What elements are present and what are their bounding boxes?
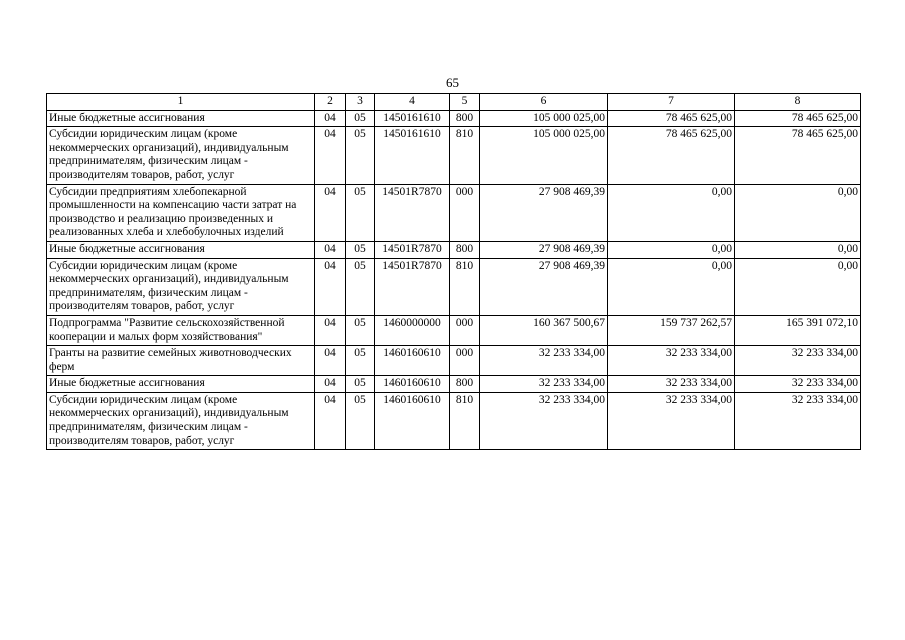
expense-type-code: 000 [450,184,480,241]
section-code: 04 [315,392,346,449]
table-row [47,376,861,393]
section-code: 04 [315,315,346,345]
subsection-code: 05 [346,127,375,184]
table-row [47,258,861,315]
target-article-code: 1460160610 [375,392,450,449]
amount-col7: 0,00 [608,184,735,241]
table-row [47,315,861,345]
amount-col7: 32 233 334,00 [608,346,735,376]
target-article-code: 1460160610 [375,376,450,393]
subsection-code: 05 [346,258,375,315]
amount-col8: 0,00 [735,184,861,241]
section-code: 04 [315,110,346,127]
row-name: Подпрограмма "Развитие сельскохозяйственной кооперации и малых форм хозяйствования" [47,315,315,345]
table-row [47,110,861,127]
expense-type-code: 800 [450,241,480,258]
amount-col6: 105 000 025,00 [480,110,608,127]
amount-col8: 78 465 625,00 [735,127,861,184]
expense-type-code: 800 [450,376,480,393]
expense-type-code: 810 [450,127,480,184]
amount-col7: 0,00 [608,258,735,315]
amount-col7: 0,00 [608,241,735,258]
amount-col6: 32 233 334,00 [480,392,608,449]
subsection-code: 05 [346,110,375,127]
amount-col6: 27 908 469,39 [480,258,608,315]
section-code: 04 [315,241,346,258]
amount-col7: 32 233 334,00 [608,376,735,393]
section-code: 04 [315,346,346,376]
target-article-code: 14501R7870 [375,258,450,315]
table-row [47,184,861,241]
row-name: Субсидии предприятиям хлебопекарной промышленности на компенсацию части затрат на производство и реализацию произведенных и реализованных хлеба и хлебобулочных изделий [47,184,315,241]
amount-col7: 159 737 262,57 [608,315,735,345]
amount-col8: 0,00 [735,241,861,258]
amount-col8: 78 465 625,00 [735,110,861,127]
header-cell: 6 [480,94,608,111]
amount-col7: 32 233 334,00 [608,392,735,449]
row-name: Субсидии юридическим лицам (кроме некоммерческих организаций), индивидуальным предпринимателям, физическим лицам - производителям товаров, работ, услуг [47,392,315,449]
target-article-code: 1460000000 [375,315,450,345]
amount-col8: 32 233 334,00 [735,346,861,376]
target-article-code: 1460160610 [375,346,450,376]
amount-col7: 78 465 625,00 [608,110,735,127]
header-cell: 1 [47,94,315,111]
table-row [47,392,861,449]
amount-col6: 27 908 469,39 [480,184,608,241]
amount-col8: 32 233 334,00 [735,376,861,393]
target-article-code: 1450161610 [375,110,450,127]
amount-col6: 32 233 334,00 [480,346,608,376]
budget-table [46,93,861,450]
amount-col8: 32 233 334,00 [735,392,861,449]
header-cell: 7 [608,94,735,111]
amount-col6: 32 233 334,00 [480,376,608,393]
table-row [47,241,861,258]
expense-type-code: 800 [450,110,480,127]
table-row [47,127,861,184]
row-name: Субсидии юридическим лицам (кроме некоммерческих организаций), индивидуальным предпринимателям, физическим лицам - производителям товаров, работ, услуг [47,127,315,184]
subsection-code: 05 [346,241,375,258]
expense-type-code: 000 [450,346,480,376]
header-row [47,94,861,111]
subsection-code: 05 [346,184,375,241]
amount-col6: 105 000 025,00 [480,127,608,184]
header-cell: 3 [346,94,375,111]
section-code: 04 [315,184,346,241]
section-code: 04 [315,127,346,184]
target-article-code: 14501R7870 [375,184,450,241]
amount-col6: 27 908 469,39 [480,241,608,258]
header-cell: 4 [375,94,450,111]
expense-type-code: 810 [450,392,480,449]
subsection-code: 05 [346,392,375,449]
header-cell: 5 [450,94,480,111]
page-number: 65 [446,75,459,90]
amount-col6: 160 367 500,67 [480,315,608,345]
header-cell: 8 [735,94,861,111]
target-article-code: 1450161610 [375,127,450,184]
table-row [47,346,861,376]
subsection-code: 05 [346,346,375,376]
row-name: Иные бюджетные ассигнования [47,376,315,393]
row-name: Гранты на развитие семейных животноводческих ферм [47,346,315,376]
row-name: Субсидии юридическим лицам (кроме некоммерческих организаций), индивидуальным предпринимателям, физическим лицам - производителям товаров, работ, услуг [47,258,315,315]
row-name: Иные бюджетные ассигнования [47,241,315,258]
row-name: Иные бюджетные ассигнования [47,110,315,127]
subsection-code: 05 [346,315,375,345]
target-article-code: 14501R7870 [375,241,450,258]
section-code: 04 [315,376,346,393]
amount-col7: 78 465 625,00 [608,127,735,184]
header-cell: 2 [315,94,346,111]
amount-col8: 165 391 072,10 [735,315,861,345]
section-code: 04 [315,258,346,315]
amount-col8: 0,00 [735,258,861,315]
expense-type-code: 810 [450,258,480,315]
expense-type-code: 000 [450,315,480,345]
subsection-code: 05 [346,376,375,393]
